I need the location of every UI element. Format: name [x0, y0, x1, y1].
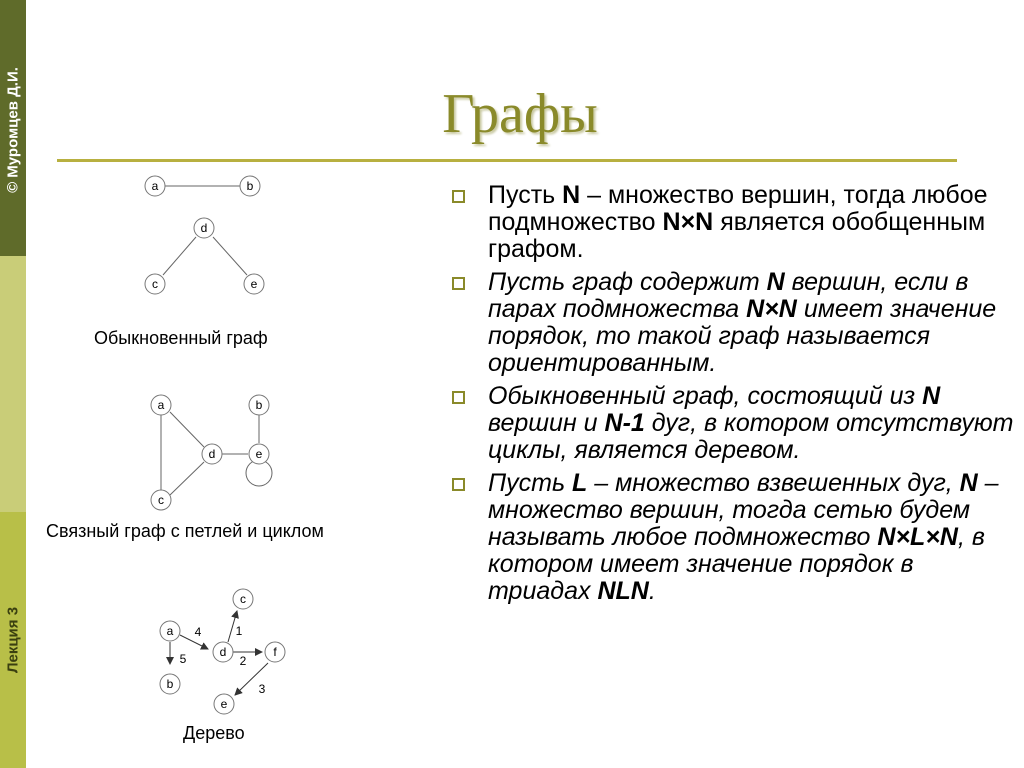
sidebar — [0, 0, 26, 768]
edge-weight: 4 — [194, 625, 202, 639]
bullet-square-icon — [452, 478, 465, 491]
bullet-item: Пусть N – множество вершин, тогда любое подмножество N×N является обобщенным графом. — [452, 182, 1017, 263]
caption-tree: Дерево — [183, 723, 245, 743]
lecture-label: Лекция 3 — [4, 606, 22, 674]
bullet-list — [452, 182, 1017, 611]
node-label: c — [152, 277, 158, 291]
node-label: d — [219, 645, 227, 659]
edge-weight: 5 — [179, 652, 187, 666]
graph-diagrams — [30, 165, 440, 765]
node-label: e — [255, 447, 263, 461]
node-label: b — [246, 179, 254, 193]
bullet-item: Пусть граф содержит N вершин, если в парах подмножества N×N имеет значение порядок, то такой граф называется ориентированным. — [452, 269, 1017, 377]
sidebar-middle-band — [0, 256, 26, 512]
node-label: d — [208, 447, 216, 461]
node-label: a — [166, 624, 174, 638]
edge-weight: 3 — [258, 682, 266, 696]
node-label: e — [220, 697, 228, 711]
node-label: a — [151, 179, 159, 193]
node-label: d — [200, 221, 208, 235]
node-label: b — [166, 677, 174, 691]
bullet-item: Пусть L – множество взвешенных дуг, N – множество вершин, тогда сетью будем называть любое подмножество N×L×N, в котором имеет значение порядок в триадах NLN. — [452, 470, 1017, 605]
caption-connected-graph: Связный граф с петлей и циклом — [46, 521, 324, 541]
caption-ordinary-graph: Обыкновенный граф — [94, 328, 268, 348]
edge-weight: 1 — [235, 624, 243, 638]
edge-weight: 2 — [239, 654, 247, 668]
bullet-square-icon — [452, 190, 465, 203]
node-label: c — [240, 592, 246, 606]
node-label: a — [157, 398, 165, 412]
bullet-item: Обыкновенный граф, состоящий из N вершин и N-1 дуг, в котором отсутствуют циклы, является деревом. — [452, 383, 1017, 464]
bullet-square-icon — [452, 391, 465, 404]
node-label: e — [250, 277, 258, 291]
node-label: c — [158, 493, 164, 507]
node-label: f — [273, 645, 277, 659]
slide-title: Графы — [442, 83, 598, 145]
author-label: © Муромцев Д.И. — [4, 67, 22, 193]
bullet-square-icon — [452, 277, 465, 290]
title-divider — [57, 159, 957, 162]
node-label: b — [255, 398, 263, 412]
